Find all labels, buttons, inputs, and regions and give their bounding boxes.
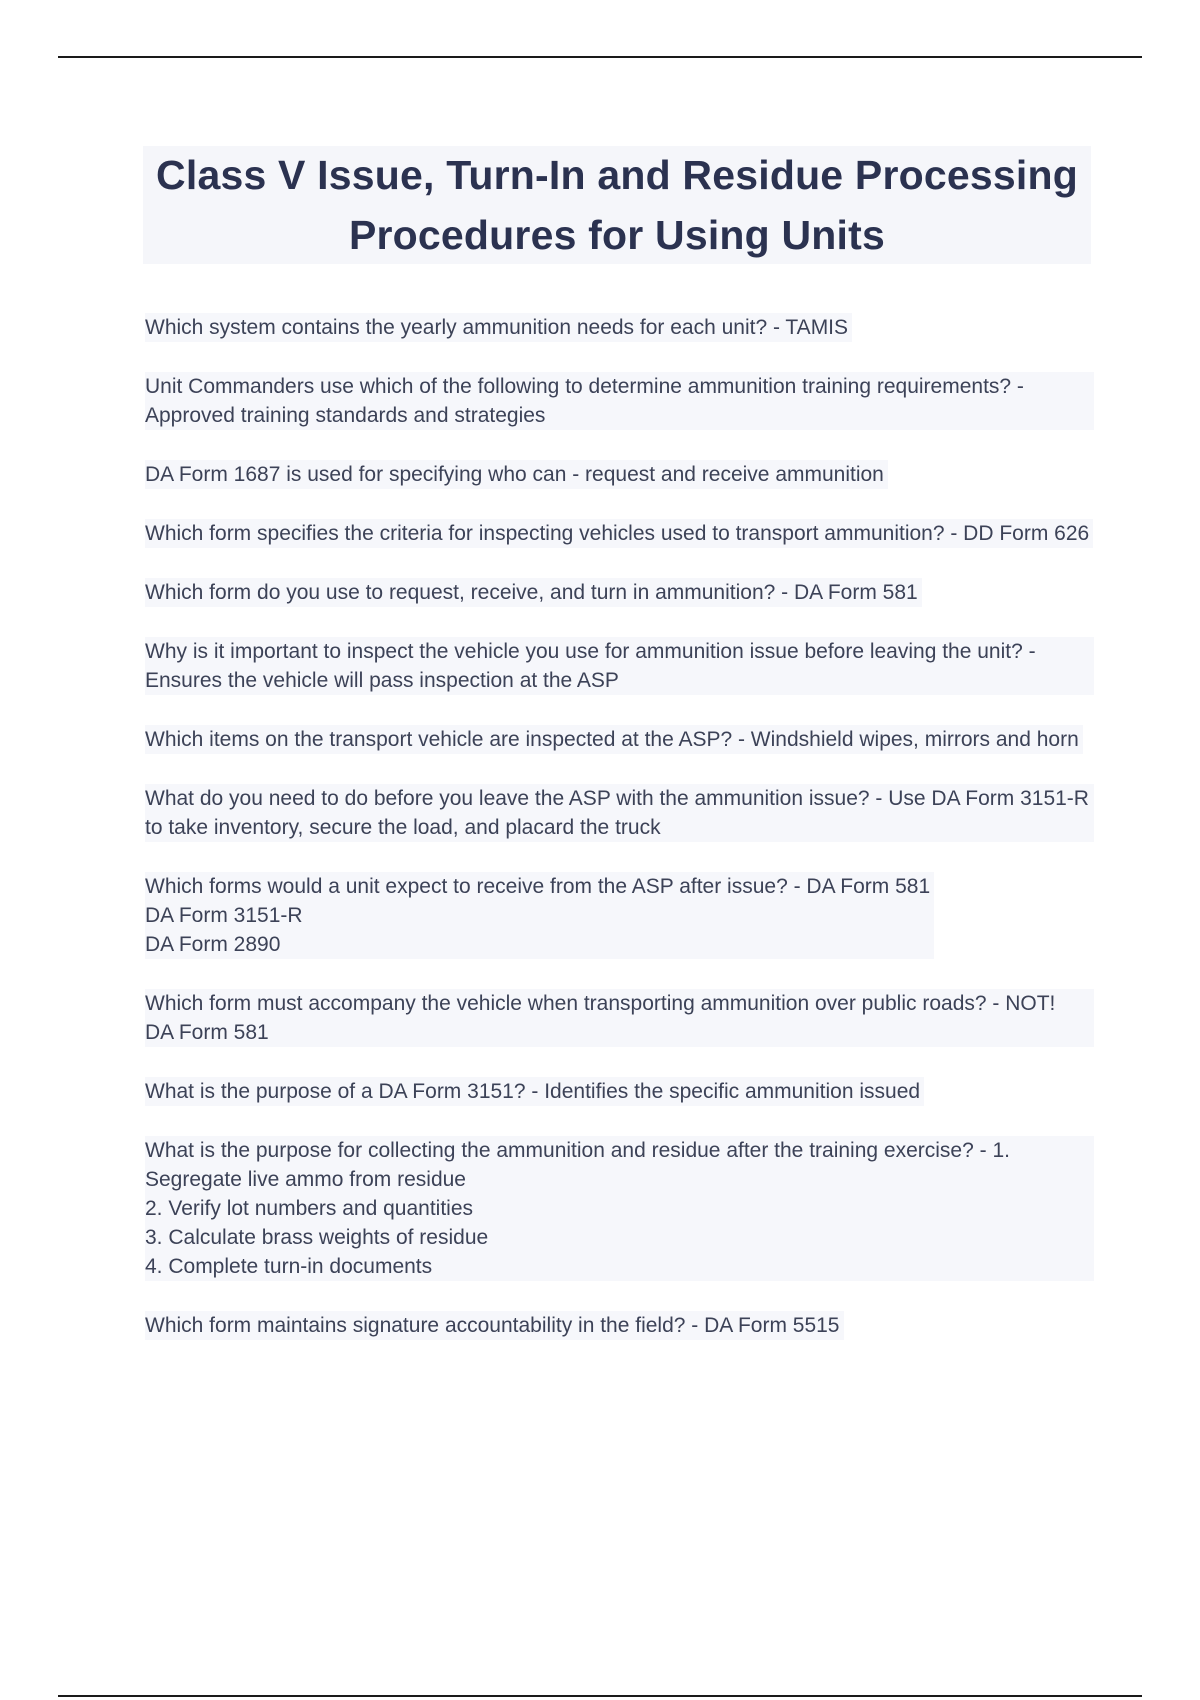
qa-item: What is the purpose of a DA Form 3151? - Identifies the specific ammunition issued [145,1077,924,1106]
qa-item: Why is it important to inspect the vehicle you use for ammunition issue before leaving the unit? - Ensures the vehicle will pass inspection at the ASP [145,637,1094,695]
qa-item: What do you need to do before you leave the ASP with the ammunition issue? - Use DA Form 3151-R to take inventory, secure the load, and placard the truck [145,784,1094,842]
title-banner [143,146,1091,264]
qa-item: Which items on the transport vehicle are inspected at the ASP? - Windshield wipes, mirrors and horn [145,725,1083,754]
qa-item: Which forms would a unit expect to receive from the ASP after issue? - DA Form 581 DA Form 3151-R DA Form 2890 [145,872,934,959]
qa-item: Which form must accompany the vehicle when transporting ammunition over public roads? - NOT! DA Form 581 [145,989,1094,1047]
qa-item: Which form maintains signature accountability in the field? - DA Form 5515 [145,1311,844,1340]
qa-item: Which form specifies the criteria for inspecting vehicles used to transport ammunition? - DD Form 626 [145,519,1093,548]
qa-item: DA Form 1687 is used for specifying who can - request and receive ammunition [145,460,888,489]
qa-item: Which form do you use to request, receive, and turn in ammunition? - DA Form 581 [145,578,922,607]
qa-item: Unit Commanders use which of the following to determine ammunition training requirements? - Approved training standards and strategies [145,372,1094,430]
qa-item: What is the purpose for collecting the ammunition and residue after the training exercise? - 1. Segregate live ammo from residue 2. Verify lot numbers and quantities 3. Calculate brass weights of residue 4. Complete turn-in documents [145,1136,1094,1281]
qa-list [145,313,1095,1370]
top-rule [58,56,1142,58]
qa-item: Which system contains the yearly ammunition needs for each unit? - TAMIS [145,313,852,342]
bottom-rule [58,1695,1142,1697]
document-title: Class V Issue, Turn-In and Residue Processing Procedures for Using Units [156,152,1078,258]
